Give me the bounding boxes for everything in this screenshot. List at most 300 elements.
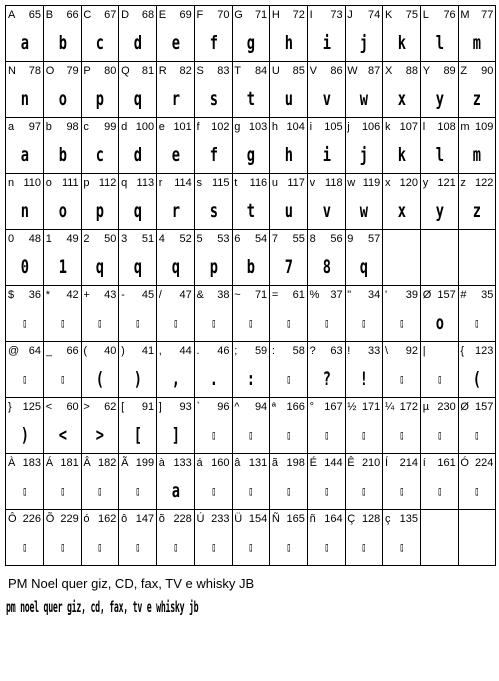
glyph-preview: y bbox=[435, 200, 443, 222]
glyph-preview: f bbox=[209, 32, 217, 54]
glyph-char-label: 9 bbox=[347, 233, 354, 245]
glyph-char-label: @ bbox=[8, 345, 20, 357]
glyph-code-label: 98 bbox=[66, 121, 79, 133]
glyph-preview: ▯ bbox=[248, 484, 253, 498]
glyph-code-label: 85 bbox=[292, 65, 305, 77]
glyph-code-label: 66 bbox=[66, 345, 79, 357]
glyph-cell-header bbox=[83, 120, 116, 134]
glyph-cell-header bbox=[234, 400, 267, 414]
glyph-cell-header bbox=[460, 456, 493, 470]
glyph-preview: ▯ bbox=[97, 540, 103, 554]
glyph-cell-header bbox=[159, 8, 192, 22]
glyph-char-label: $ bbox=[8, 289, 15, 301]
glyph-code-label: 106 bbox=[361, 121, 381, 133]
glyph-cell bbox=[458, 118, 496, 174]
glyph-char-label: [ bbox=[121, 401, 125, 413]
glyph-cell bbox=[308, 286, 346, 342]
glyph-cell bbox=[195, 342, 233, 398]
glyph-preview: ▯ bbox=[286, 372, 291, 386]
glyph-code-label: 120 bbox=[399, 177, 418, 189]
glyph-char-label: Ø bbox=[460, 401, 469, 413]
glyph-char-label: s bbox=[196, 177, 202, 189]
glyph-code-label: 60 bbox=[66, 401, 79, 413]
glyph-cell-header bbox=[310, 344, 343, 358]
glyph-preview: v bbox=[322, 200, 330, 222]
glyph-preview: r bbox=[171, 88, 180, 110]
glyph-cell-header bbox=[234, 232, 267, 246]
glyph-code-label: 110 bbox=[23, 177, 41, 189]
glyph-preview: q bbox=[133, 88, 142, 110]
glyph-cell bbox=[44, 454, 82, 510]
glyph-char-label: g bbox=[234, 121, 241, 133]
glyph-preview: ▯ bbox=[59, 372, 65, 386]
glyph-char-label: ô bbox=[121, 513, 128, 525]
glyph-cell bbox=[421, 6, 459, 62]
glyph-preview: ▯ bbox=[323, 316, 329, 330]
glyph-cell bbox=[157, 118, 195, 174]
glyph-cell-header bbox=[8, 232, 41, 246]
glyph-preview: 0 bbox=[20, 256, 29, 278]
glyph-cell bbox=[157, 454, 195, 510]
glyph-preview: h bbox=[284, 144, 293, 166]
glyph-char-label: J bbox=[347, 9, 353, 21]
glyph-cell bbox=[345, 62, 383, 118]
glyph-preview: a bbox=[171, 480, 180, 502]
glyph-cell-header bbox=[197, 176, 230, 190]
glyph-char-label: Ú bbox=[196, 513, 205, 525]
glyph-preview: m bbox=[473, 144, 481, 166]
glyph-cell-header bbox=[121, 512, 154, 526]
glyph-cell-header bbox=[121, 288, 154, 302]
glyph-char-label: 5 bbox=[196, 233, 203, 245]
glyph-cell-header bbox=[310, 288, 343, 302]
glyph-cell bbox=[157, 510, 195, 566]
glyph-code-label: 125 bbox=[22, 401, 41, 413]
glyph-code-label: 229 bbox=[60, 513, 79, 525]
glyph-cell-header bbox=[121, 400, 154, 414]
glyph-char-label: l bbox=[422, 121, 426, 133]
glyph-preview: ▯ bbox=[22, 484, 27, 498]
glyph-cell-header bbox=[385, 344, 418, 358]
glyph-char-label: : bbox=[271, 345, 275, 357]
glyph-code-label: 135 bbox=[399, 513, 418, 525]
glyph-cell-header bbox=[272, 456, 305, 470]
glyph-cell bbox=[421, 174, 459, 230]
glyph-char-label: { bbox=[460, 345, 465, 357]
glyph-cell bbox=[81, 6, 119, 62]
glyph-preview: u bbox=[284, 200, 293, 222]
glyph-cell-header bbox=[197, 400, 230, 414]
glyph-cell-header bbox=[8, 512, 41, 526]
glyph-cell bbox=[119, 174, 157, 230]
glyph-code-label: 99 bbox=[104, 121, 117, 133]
glyph-cell bbox=[383, 510, 421, 566]
glyph-preview: ) bbox=[20, 424, 29, 446]
glyph-cell bbox=[81, 62, 119, 118]
glyph-char-label: B bbox=[45, 9, 54, 21]
glyph-code-label: 91 bbox=[141, 401, 155, 413]
glyph-cell bbox=[421, 342, 459, 398]
glyph-code-label: 48 bbox=[28, 233, 41, 245]
glyph-preview: < bbox=[58, 424, 66, 446]
glyph-preview: r bbox=[171, 200, 180, 222]
glyph-cell-header bbox=[46, 232, 79, 246]
glyph-cell-header bbox=[121, 8, 154, 22]
glyph-cell bbox=[81, 118, 119, 174]
glyph-code-label: 35 bbox=[481, 289, 494, 301]
glyph-char-label: C bbox=[83, 9, 92, 21]
glyph-code-label: 74 bbox=[368, 9, 381, 21]
glyph-preview: ▯ bbox=[323, 428, 329, 442]
glyph-cell-header bbox=[46, 400, 79, 414]
glyph-char-label: U bbox=[271, 65, 280, 77]
glyph-code-label: 166 bbox=[286, 401, 305, 413]
glyph-cell-header bbox=[234, 64, 267, 78]
glyph-code-label: 78 bbox=[28, 65, 41, 77]
glyph-cell-header bbox=[159, 344, 192, 358]
glyph-preview: ▯ bbox=[474, 316, 480, 330]
glyph-preview: ▯ bbox=[399, 316, 404, 330]
glyph-char-label: ( bbox=[83, 345, 88, 357]
glyph-cell bbox=[421, 398, 459, 454]
glyph-code-label: 111 bbox=[61, 177, 79, 189]
glyph-code-label: 83 bbox=[217, 65, 230, 77]
glyph-cell-header bbox=[46, 120, 79, 134]
glyph-cell bbox=[119, 118, 157, 174]
glyph-char-label: O bbox=[45, 65, 55, 77]
glyph-cell bbox=[119, 510, 157, 566]
glyph-code-label: 162 bbox=[98, 513, 117, 525]
glyph-char-label: e bbox=[158, 121, 165, 133]
glyph-char-label: E bbox=[158, 9, 167, 21]
glyph-char-label: Á bbox=[45, 457, 54, 469]
glyph-code-label: 121 bbox=[437, 177, 456, 189]
glyph-char-label: 2 bbox=[83, 233, 90, 245]
glyph-cell bbox=[232, 230, 270, 286]
glyph-preview: p bbox=[96, 88, 104, 110]
glyph-code-label: 39 bbox=[405, 289, 418, 301]
glyph-char-label: ' bbox=[385, 289, 388, 301]
glyph-code-label: 181 bbox=[60, 457, 79, 469]
glyph-preview: > bbox=[96, 424, 104, 446]
glyph-char-label: 7 bbox=[271, 233, 279, 245]
glyph-cell bbox=[383, 286, 421, 342]
glyph-cell bbox=[232, 398, 270, 454]
glyph-code-label: 93 bbox=[179, 401, 192, 413]
glyph-cell bbox=[308, 6, 346, 62]
glyph-code-label: 61 bbox=[292, 289, 305, 301]
glyph-cell bbox=[345, 342, 383, 398]
glyph-cell-header bbox=[272, 288, 305, 302]
glyph-cell-header bbox=[8, 8, 41, 22]
glyph-cell bbox=[195, 398, 233, 454]
glyph-char-label: p bbox=[83, 177, 90, 189]
glyph-preview: b bbox=[58, 32, 66, 54]
glyph-cell bbox=[195, 6, 233, 62]
glyph-cell-header bbox=[460, 400, 493, 414]
glyph-code-label: 172 bbox=[399, 401, 418, 413]
glyph-cell-header bbox=[159, 176, 192, 190]
glyph-char-label: Ê bbox=[347, 457, 355, 469]
glyph-cell bbox=[421, 62, 459, 118]
glyph-cell-header bbox=[423, 400, 456, 414]
glyph-preview: u bbox=[284, 88, 293, 110]
glyph-char-label: n bbox=[8, 177, 15, 189]
glyph-code-label: 79 bbox=[66, 65, 79, 77]
glyph-char-label: y bbox=[422, 177, 429, 189]
glyph-cell bbox=[6, 286, 44, 342]
glyph-code-label: 90 bbox=[481, 65, 494, 77]
glyph-cell-header bbox=[385, 120, 418, 134]
glyph-char-label: t bbox=[234, 177, 238, 189]
glyph-char-label: a bbox=[8, 121, 15, 133]
glyph-cell bbox=[232, 342, 270, 398]
glyph-code-label: 210 bbox=[361, 457, 381, 469]
glyph-code-label: 157 bbox=[437, 289, 456, 301]
glyph-code-label: 76 bbox=[443, 9, 456, 21]
glyph-preview: ▯ bbox=[173, 316, 178, 330]
glyph-code-label: 117 bbox=[287, 177, 305, 189]
glyph-code-label: 37 bbox=[330, 289, 343, 301]
glyph-char-label: V bbox=[309, 65, 317, 77]
glyph-cell bbox=[119, 342, 157, 398]
glyph-char-label: 1 bbox=[45, 233, 52, 245]
glyph-preview bbox=[426, 252, 453, 282]
glyph-cell bbox=[421, 454, 459, 510]
glyph-char-label: r bbox=[158, 177, 163, 189]
glyph-code-label: 114 bbox=[174, 177, 192, 189]
glyph-cell bbox=[44, 118, 82, 174]
glyph-cell-header bbox=[423, 8, 456, 22]
glyph-cell bbox=[270, 62, 308, 118]
glyph-preview: x bbox=[397, 88, 406, 110]
glyph-char-label: Q bbox=[121, 65, 130, 77]
glyph-cell bbox=[157, 398, 195, 454]
glyph-cell bbox=[270, 342, 308, 398]
glyph-cell bbox=[383, 230, 421, 286]
glyph-cell bbox=[157, 62, 195, 118]
glyph-code-label: 45 bbox=[141, 289, 155, 301]
glyph-code-label: 40 bbox=[104, 345, 117, 357]
glyph-code-label: 38 bbox=[217, 289, 230, 301]
glyph-preview: ▯ bbox=[22, 372, 27, 386]
glyph-preview: 8 bbox=[322, 256, 330, 278]
glyph-cell-header bbox=[310, 8, 343, 22]
glyph-code-label: 128 bbox=[361, 513, 381, 525]
glyph-cell bbox=[308, 398, 346, 454]
glyph-cell-header bbox=[385, 176, 418, 190]
glyph-char-label: M bbox=[460, 9, 470, 21]
glyph-cell bbox=[44, 230, 82, 286]
glyph-code-label: 64 bbox=[28, 345, 41, 357]
glyph-preview: ▯ bbox=[323, 484, 329, 498]
glyph-cell bbox=[458, 174, 496, 230]
glyph-char-label: Ñ bbox=[271, 513, 280, 525]
glyph-code-label: 101 bbox=[173, 121, 192, 133]
glyph-cell-header bbox=[385, 456, 418, 470]
glyph-preview: a bbox=[20, 144, 29, 166]
glyph-cell bbox=[44, 510, 82, 566]
glyph-code-label: 56 bbox=[330, 233, 343, 245]
glyph-char-label: F bbox=[196, 9, 204, 21]
glyph-cell bbox=[195, 62, 233, 118]
glyph-cell bbox=[6, 174, 44, 230]
glyph-preview: o bbox=[435, 312, 443, 334]
glyph-preview: ▯ bbox=[22, 316, 27, 330]
glyph-cell bbox=[232, 6, 270, 62]
glyph-cell-header bbox=[121, 176, 154, 190]
glyph-code-label: 81 bbox=[141, 65, 155, 77]
glyph-cell bbox=[119, 398, 157, 454]
glyph-code-label: 230 bbox=[437, 401, 456, 413]
glyph-preview: ▯ bbox=[361, 428, 367, 442]
glyph-preview bbox=[464, 532, 491, 562]
glyph-preview: s bbox=[209, 88, 217, 110]
sample-text: PM Noel quer giz, CD, fax, TV e whisky JB bbox=[8, 576, 255, 591]
glyph-code-label: 131 bbox=[248, 457, 268, 469]
glyph-cell bbox=[81, 454, 119, 510]
glyph-char-label: Z bbox=[460, 65, 468, 77]
glyph-preview: ▯ bbox=[210, 428, 216, 442]
glyph-cell-header bbox=[234, 176, 267, 190]
glyph-cell-header bbox=[83, 512, 116, 526]
glyph-cell-header bbox=[347, 64, 380, 78]
glyph-preview: ▯ bbox=[361, 316, 367, 330]
glyph-char-label: Ã bbox=[121, 457, 129, 469]
glyph-code-label: 33 bbox=[368, 345, 381, 357]
glyph-cell-header bbox=[234, 512, 267, 526]
glyph-char-label: µ bbox=[422, 401, 430, 413]
glyph-cell-header bbox=[83, 64, 116, 78]
glyph-cell-header bbox=[234, 120, 267, 134]
glyph-preview: ▯ bbox=[436, 372, 442, 386]
glyph-cell-header bbox=[46, 64, 79, 78]
glyph-char-label: É bbox=[309, 457, 317, 469]
glyph-preview: ( bbox=[473, 368, 481, 390]
glyph-cell bbox=[6, 118, 44, 174]
glyph-char-label: 0 bbox=[8, 233, 15, 245]
glyph-char-label: I bbox=[309, 9, 313, 21]
glyph-char-label: - bbox=[121, 289, 125, 301]
glyph-code-label: 113 bbox=[136, 177, 155, 189]
glyph-cell bbox=[157, 6, 195, 62]
glyph-preview: z bbox=[473, 200, 481, 222]
glyph-cell-header bbox=[347, 120, 380, 134]
glyph-cell bbox=[157, 286, 195, 342]
glyph-cell bbox=[345, 286, 383, 342]
glyph-cell-header bbox=[310, 232, 343, 246]
glyph-char-label: " bbox=[347, 289, 352, 301]
glyph-cell-header bbox=[347, 288, 380, 302]
glyph-char-label: ç bbox=[385, 513, 391, 525]
glyph-code-label: 71 bbox=[254, 9, 268, 21]
glyph-preview: t bbox=[246, 88, 255, 110]
glyph-cell bbox=[421, 118, 459, 174]
glyph-cell-header bbox=[159, 456, 192, 470]
glyph-code-label: 36 bbox=[28, 289, 41, 301]
glyph-preview: q bbox=[171, 256, 180, 278]
glyph-preview: ▯ bbox=[361, 540, 367, 554]
glyph-char-label: H bbox=[271, 9, 280, 21]
glyph-cell-header bbox=[347, 8, 380, 22]
glyph-code-label: 43 bbox=[104, 289, 117, 301]
glyph-preview: e bbox=[171, 144, 180, 166]
glyph-cell bbox=[44, 6, 82, 62]
glyph-preview: ▯ bbox=[59, 484, 65, 498]
glyph-preview: p bbox=[209, 256, 217, 278]
glyph-code-label: 50 bbox=[104, 233, 117, 245]
glyph-cell-header bbox=[460, 64, 493, 78]
glyph-cell-header bbox=[385, 8, 418, 22]
glyph-cell-header bbox=[423, 288, 456, 302]
glyph-preview: h bbox=[284, 32, 293, 54]
glyph-preview: d bbox=[133, 144, 142, 166]
glyph-cell-header bbox=[121, 232, 154, 246]
glyph-cell bbox=[458, 342, 496, 398]
glyph-cell-header bbox=[347, 232, 380, 246]
glyph-preview: ▯ bbox=[323, 540, 329, 554]
glyph-cell-header bbox=[272, 344, 305, 358]
glyph-cell bbox=[383, 62, 421, 118]
glyph-preview: o bbox=[58, 88, 66, 110]
glyph-preview: ▯ bbox=[399, 540, 404, 554]
glyph-cell-header bbox=[121, 456, 154, 470]
glyph-code-label: 116 bbox=[249, 177, 268, 189]
glyph-preview: o bbox=[58, 200, 66, 222]
glyph-cell-header bbox=[83, 456, 116, 470]
glyph-code-label: 87 bbox=[368, 65, 381, 77]
glyph-cell bbox=[308, 230, 346, 286]
glyph-code-label: 57 bbox=[368, 233, 381, 245]
glyph-char-label: , bbox=[158, 345, 162, 357]
glyph-code-label: 72 bbox=[292, 9, 305, 21]
glyph-code-label: 44 bbox=[179, 345, 192, 357]
glyph-char-label: > bbox=[83, 401, 90, 413]
glyph-code-label: 161 bbox=[437, 457, 456, 469]
glyph-preview: ▯ bbox=[248, 316, 253, 330]
glyph-preview: [ bbox=[133, 424, 142, 446]
glyph-preview: l bbox=[435, 32, 443, 54]
glyph-preview: ? bbox=[322, 368, 330, 390]
glyph-char-label: ½ bbox=[347, 401, 357, 413]
glyph-cell bbox=[119, 230, 157, 286]
glyph-code-label: 62 bbox=[104, 401, 117, 413]
glyph-cell-header bbox=[272, 8, 305, 22]
glyph-code-label: 154 bbox=[248, 513, 268, 525]
glyph-cell-header bbox=[159, 512, 192, 526]
glyph-cell bbox=[458, 510, 496, 566]
glyph-cell bbox=[458, 62, 496, 118]
glyph-cell bbox=[195, 454, 233, 510]
glyph-cell-header bbox=[272, 400, 305, 414]
glyph-preview: ▯ bbox=[97, 484, 103, 498]
glyph-preview: l bbox=[435, 144, 443, 166]
glyph-char-label: N bbox=[8, 65, 16, 77]
glyph-code-label: 171 bbox=[361, 401, 381, 413]
glyph-cell-header bbox=[385, 232, 418, 246]
glyph-cell-header bbox=[159, 400, 192, 414]
glyph-cell-header bbox=[460, 232, 493, 246]
glyph-preview: f bbox=[209, 144, 217, 166]
glyph-cell-header bbox=[423, 64, 456, 78]
glyph-code-label: 167 bbox=[324, 401, 343, 413]
glyph-cell bbox=[44, 286, 82, 342]
glyph-code-label: 58 bbox=[292, 345, 305, 357]
glyph-preview: i bbox=[322, 32, 330, 54]
glyph-preview: ▯ bbox=[286, 484, 291, 498]
glyph-cell bbox=[119, 62, 157, 118]
glyph-code-label: 59 bbox=[254, 345, 268, 357]
